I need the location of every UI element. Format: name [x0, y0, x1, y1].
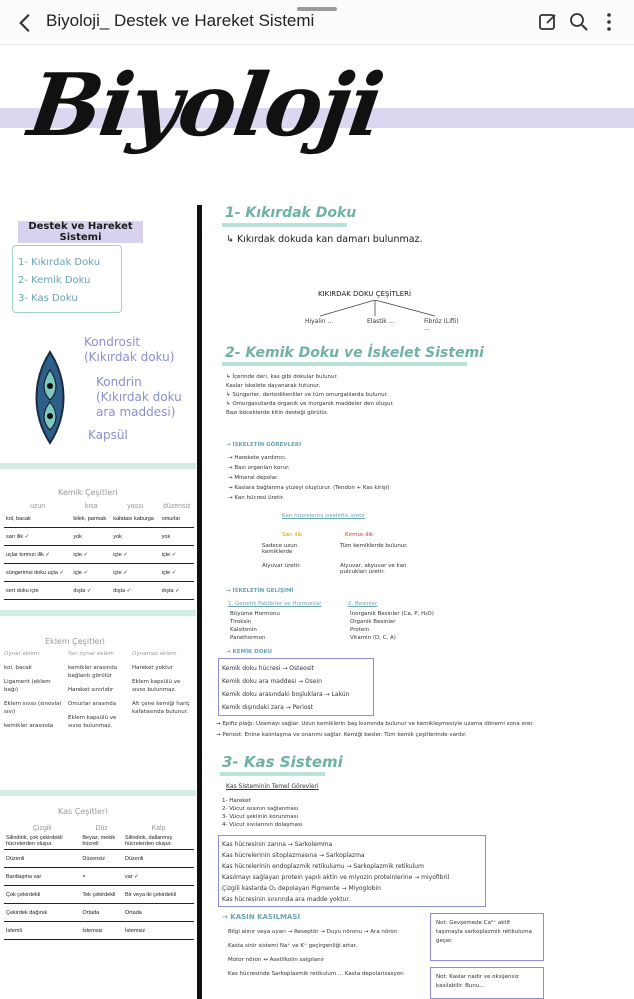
table-row — [4, 886, 194, 904]
table-cell: Silindirik, dallanmış hücrelerden oluşur. — [123, 832, 194, 850]
topic-1: 1- Kıkırdak Doku — [18, 257, 101, 268]
section-3-item: 4- Vücut sıvılarının dolaşması — [222, 822, 303, 828]
kas-table-grid — [4, 825, 194, 940]
iskelet-item: → Harekete yardımcı. — [228, 455, 287, 461]
table-row — [4, 868, 194, 886]
column-header: Kalp — [151, 825, 166, 832]
eklem-note: Yarı oynar eklem — [68, 651, 114, 657]
topic-2: 2- Kemik Doku — [18, 275, 91, 286]
table-row — [4, 904, 194, 922]
table-cell: Düzenli — [4, 850, 80, 868]
table-cell: Ortada — [123, 904, 194, 922]
table-cell: omurlar — [160, 510, 194, 528]
eklem-note: Ligament (eklem bağı) — [4, 679, 51, 693]
kemik-table-grid — [4, 503, 194, 600]
column-divider — [197, 205, 202, 999]
kas-table — [4, 825, 194, 940]
kasilma-line: Kasta sinir sistemi Na⁺ ve K⁺ geçirgenliği artar. — [228, 943, 358, 949]
column-header: düzensiz — [163, 503, 191, 510]
kirmizi-ilik-label: Kırmızı ilik — [345, 532, 374, 538]
kas-term-row: Kas hücrelerinin sitoplazmasına → Sarkoplazma — [222, 852, 365, 859]
kirmizi-ilik-line-1: Tüm kemiklerde bulunur. — [340, 543, 408, 549]
type-elastik: Elastik ... — [367, 318, 395, 325]
table-cell: içte ✓ — [160, 546, 194, 564]
topic-3: 3- Kas Doku — [18, 293, 78, 304]
table-cell: Ortada — [80, 904, 123, 922]
eklem-note: Eklem kapsülü ve sıvısı bulunmaz. — [132, 679, 181, 693]
gelisim-left-list — [230, 610, 280, 642]
iskelet-item: → Bazı organları korur. — [228, 465, 290, 471]
section-band-3 — [0, 790, 196, 796]
iskelet-item: → Kaslara bağlanma yüzeyi oluşturur. (Tendon + Kas kirişi) — [228, 485, 390, 491]
gelisim-left-item: Kalsitonin — [230, 627, 257, 633]
section-2-notes — [226, 373, 401, 418]
table-cell: yok — [160, 528, 194, 546]
table-cell: içte ✓ — [111, 546, 159, 564]
app-bar — [0, 0, 634, 45]
kemik-doku-row: Kemik doku hücresi → Osteosit — [222, 665, 314, 672]
gelisim-title: → İSKELETİN GELİŞİMİ — [226, 588, 294, 594]
type-hiyalin: Hiyalin ... — [305, 318, 334, 325]
table-cell: Silindirik, çok çekirdekli hücrelerden oluşur. — [4, 832, 80, 850]
eklem-note: Oynamaz eklem — [132, 651, 177, 657]
sari-ilik-label: Sarı ilik — [282, 532, 303, 538]
section-3-underline — [220, 772, 325, 776]
table-cell: kafatası kaburga — [111, 510, 159, 528]
eklem-note: Hareket yoktur — [132, 665, 174, 671]
iskelet-title: → İSKELETİN GÖREVLERİ — [226, 442, 302, 448]
section-3-subtitle: Kas Sisteminin Temel Görevleri — [226, 783, 319, 790]
extra-notes — [216, 719, 616, 741]
kikirdak-types-title: KIKIRDAK DOKU ÇEŞİTLERİ — [318, 290, 412, 298]
gelisim-right-item: İnorganik Besinler (Ca, P, H₂O) — [350, 611, 434, 617]
section-band-2 — [0, 610, 196, 616]
table-cell: içte ✓ — [111, 564, 159, 582]
section-3-item: 3- Vücut şeklinin korunması — [222, 814, 298, 820]
note-1: Not: Gevşemede Ca²⁺ aktif taşımayla sarkoplazmik retikuluma geçer. — [436, 920, 532, 944]
kemik-doku-row: Kemik dışındaki zara → Periost — [222, 704, 314, 711]
column-header: uzun — [30, 503, 46, 510]
eklem-note: Eklem sıvısı (sinovial sıvı) — [4, 701, 62, 715]
sari-ilik-line-1: Sadece uzun kemiklerde — [262, 543, 298, 555]
eklem-note: kemikler arasında — [4, 723, 54, 729]
search-icon[interactable] — [567, 10, 591, 34]
types-branch-arrows — [300, 300, 450, 320]
note-canvas[interactable] — [0, 45, 634, 999]
table-cell: bilek, parmak — [71, 510, 111, 528]
table-row — [4, 922, 194, 940]
kemik-doku-rows — [222, 662, 372, 714]
table-cell: içte ✓ — [71, 564, 111, 582]
gelisim-right-list — [350, 610, 434, 642]
kas-term-row: Kasılmayı sağlayan protein yapılı aktin ve miyozin proteinlerine → miyofibril — [222, 874, 450, 881]
table-cell: yok — [71, 528, 111, 546]
kemik-title: Kemik Çeşitleri — [58, 488, 118, 497]
kasilma-title: → KASIN KASILMASI — [222, 913, 301, 921]
section-1-title: 1- Kıkırdak Doku — [225, 205, 357, 221]
edit-icon[interactable] — [536, 10, 560, 34]
kemik-table — [4, 503, 194, 600]
left-heading: Destek ve Hareket Sistemi — [18, 221, 143, 243]
gelisim-right-item: Protein — [350, 627, 370, 633]
kirmizi-ilik-line-2: Alyuvar, akyuvar ve kan pulcukları üretir. — [340, 563, 407, 575]
extra-note: → Periost: Enine kalınlaşma ve onarımı sağlar. Kemiği besler. Tüm kemik çeşitlerinde vardır. — [216, 732, 467, 738]
kemik-doku-row: Kemik doku arasındaki boşluklara → Lakün — [222, 691, 350, 698]
section-2-line: ↳ Omurgasızlarda organik ve inorganik maddeler den oluşur. Bazı böceklerde kitin desteği görülür. — [226, 401, 394, 416]
table-cell: var ✓ — [123, 868, 194, 886]
section-3-title: 3- Kas Sistemi — [222, 753, 343, 771]
section-2-line: ↳ İçerinde deri, kas gibi dokular bulunur. — [226, 374, 339, 380]
note-title: Biyoloji_ Destek ve Hareket Sistemi — [46, 11, 315, 30]
column-header: Düz — [95, 825, 108, 832]
table-cell: Çekirdek dağınık — [4, 904, 80, 922]
eklem-note: kemikler arasında bağlantı görülür — [68, 665, 118, 679]
section-1-underline — [222, 223, 347, 227]
iskelet-item: → Kan hücresi üretir. — [228, 495, 285, 501]
note-2: Not: Kaslar nadir ve oksijensiz kasılabilir. Bunu... — [436, 974, 519, 989]
section-2-underline — [222, 362, 467, 366]
table-cell: İstemli — [4, 922, 80, 940]
type-fibroz: Fibröz (Lifli) ... — [424, 318, 459, 332]
gelisim-left-title: 1. Genetik Faktörler ve Hormonlar — [228, 601, 322, 607]
kasilma-line: Bilgi alınır veya uyarı → Reseptör → Duyu nöronu → Ara nöron — [228, 929, 398, 935]
kasilma-notes — [228, 925, 423, 981]
cartilage-diagram-icon — [28, 350, 72, 445]
section-2-title: 2- Kemik Doku ve İskelet Sistemi — [225, 345, 484, 361]
table-cell: Düzenli — [123, 850, 194, 868]
section-3-item: 2- Vücut ısısının sağlanması — [222, 806, 299, 812]
table-cell: yok — [111, 528, 159, 546]
eklem-note: Alt çene kemiği hariç kafatasında bulunur. — [132, 701, 190, 715]
gelisim-left-item: Tiroksin — [230, 619, 252, 625]
kas-term-row: Çizgili kaslarda O₂ depolayan Pigmente → Miyoglobin — [222, 885, 381, 892]
eklem-title: Eklem Çeşitleri — [45, 637, 105, 646]
column-header: Çizgili — [32, 825, 52, 832]
table-row — [4, 832, 194, 850]
kas-terms-rows — [222, 839, 482, 905]
table-row — [4, 546, 194, 564]
table-row — [4, 582, 194, 600]
section-3-item: 1- Hareket — [222, 798, 251, 804]
table-cell: İstemsiz — [80, 922, 123, 940]
eklem-column — [68, 650, 130, 736]
kemik-doku-title: → KEMİK DOKU — [226, 649, 273, 655]
table-cell: Beyaz, mekik hücreli — [80, 832, 123, 850]
section-2-line: Kaslar iskelete dayanarak tutunur. — [226, 383, 321, 389]
section-2-line: ↳ Süngerler, derisidikenliler ve tüm omurgalılarda bulunur. — [226, 392, 389, 398]
section-3-items — [222, 797, 302, 829]
table-cell: kol, bacak — [4, 510, 71, 528]
kas-title: Kas Çeşitleri — [58, 807, 108, 816]
table-row — [4, 564, 194, 582]
label-kondrosit: Kondrosit (Kıkırdak doku) — [84, 335, 175, 364]
table-cell: İstemsiz — [123, 922, 194, 940]
table-cell: × — [80, 868, 123, 886]
eklem-note: Omurlar arasında — [68, 701, 117, 707]
table-cell: içte ✓ — [160, 564, 194, 582]
table-cell: içte ✓ — [71, 546, 111, 564]
table-cell: Tek çekirdekli — [80, 886, 123, 904]
kas-term-row: Kas hücrelerinin endoplazmik retikulumu → Sarkoplazmik retikulum — [222, 863, 424, 870]
sari-ilik-line-2: Alyuvar üretir. — [262, 563, 301, 569]
table-cell: Düzensiz — [80, 850, 123, 868]
label-kondrin: Kondrin (Kıkırdak doku ara maddesi) — [96, 375, 182, 419]
column-header: kısa — [84, 503, 98, 510]
kasilma-line: Kas hücresinde Sarkoplazmik retikulum ... Kasta depolarizasyon — [228, 971, 404, 977]
gelisim-left-item: Parathormon — [230, 635, 266, 641]
kemik-doku-row: Kemik doku ara maddesi → Osein — [222, 678, 322, 685]
eklem-note: Eklem kapsülü ve sıvısı bulunmaz. — [68, 715, 117, 729]
table-cell: dışta ✓ — [71, 582, 111, 600]
table-cell: dışta ✓ — [111, 582, 159, 600]
table-row — [4, 850, 194, 868]
table-cell: dışta ✓ — [160, 582, 194, 600]
gelisim-left-item: Büyüme Hormonu — [230, 611, 280, 617]
eklem-column — [4, 650, 66, 736]
extra-note: → Epifiz plağı: Uzamayı sağlar. Uzun kemiklerin baş kısmında bulunur ve kemikleşmesiyle uzama dönemi sona erer. — [216, 721, 534, 727]
gelisim-right-title: 2. Besinler — [348, 601, 378, 607]
table-row — [4, 510, 194, 528]
eklem-notes — [4, 650, 194, 780]
table-cell: sert doku içte — [4, 582, 71, 600]
kas-term-row: Kas hücresinin sınırında ara madde yoktur. — [222, 896, 351, 903]
table-cell: süngerimsi doku uçta ✓ — [4, 564, 71, 582]
column-header: yassı — [127, 503, 144, 510]
section-band-1 — [0, 463, 196, 469]
eklem-note: kol, bacak — [4, 665, 32, 671]
table-cell: Bir veya iki çekirdekli — [123, 886, 194, 904]
table-cell: Bantlaşma var — [4, 868, 80, 886]
iskelet-items — [228, 453, 428, 503]
table-cell: Çok çekirdekli — [4, 886, 80, 904]
table-row — [4, 528, 194, 546]
kas-term-row: Kas hücresinin zarına → Sarkolemma — [222, 841, 333, 848]
label-kapsul: Kapsül — [88, 428, 128, 442]
gelisim-right-item: Vitamin (D, C, A) — [350, 635, 396, 641]
eklem-column — [132, 650, 194, 722]
table-cell: sarı ilik ✓ — [4, 528, 71, 546]
gelisim-right-item: Organik Besinler — [350, 619, 396, 625]
table-cell: uçlar kırmızı ilik ✓ — [4, 546, 71, 564]
big-title: Biyoloji — [22, 55, 388, 156]
kasilma-line: Motor nöron ↔ Asetilkolin salgılanır — [228, 957, 325, 963]
section-1-fact: ↳ Kıkırdak dokuda kan damarı bulunmaz. — [226, 234, 423, 245]
kan-title: Kan hücrelerini iskelette üretir — [282, 513, 366, 519]
more-options-icon[interactable] — [597, 10, 621, 34]
eklem-note: Hareket sınırlıdır — [68, 687, 114, 693]
back-arrow-icon[interactable] — [12, 10, 38, 36]
iskelet-item: → Mineral depolar. — [228, 475, 279, 481]
eklem-note: Oynar eklem — [4, 651, 40, 657]
